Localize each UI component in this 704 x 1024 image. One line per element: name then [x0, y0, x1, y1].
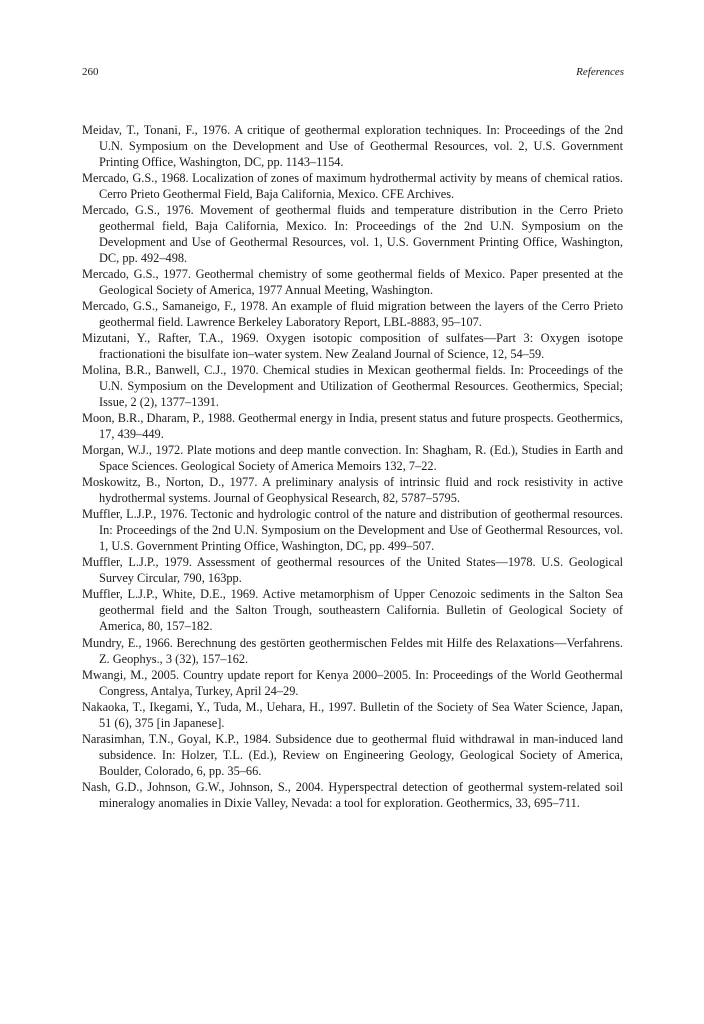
reference-entry: Molina, B.R., Banwell, C.J., 1970. Chemical studies in Mexican geothermal fields. In: Proceedings of the U.N. Symposium on the Development and Utilization of Geothermal Resources. Geothermics, Special; Issue, 2 (2), 1377–1391.	[82, 363, 623, 410]
reference-entry: Mwangi, M., 2005. Country update report for Kenya 2000–2005. In: Proceedings of the World Geothermal Congress, Antalya, Turkey, April 24–29.	[82, 667, 623, 698]
reference-list	[82, 122, 623, 811]
reference-entry: Meidav, T., Tonani, F., 1976. A critique of geothermal exploration techniques. In: Proceedings of the 2nd U.N. Symposium on the Development and Use of Geothermal Resources, vol. 2, U.S. Government Printing Office, Washington, DC, pp. 1143–1154.	[82, 123, 623, 170]
reference-entry: Nash, G.D., Johnson, G.W., Johnson, S., 2004. Hyperspectral detection of geothermal system-related soil mineralogy anomalies in Dixie Valley, Nevada: a tool for exploration. Geothermics, 33, 695–711.	[82, 779, 623, 810]
page-number: 260	[82, 66, 99, 78]
running-title: References	[576, 66, 624, 78]
reference-entry: Mercado, G.S., Samaneigo, F., 1978. An example of fluid migration between the layers of the Cerro Prieto geothermal field. Lawrence Berkeley Laboratory Report, LBL-8883, 95–107.	[82, 299, 623, 330]
reference-entry: Morgan, W.J., 1972. Plate motions and deep mantle convection. In: Shagham, R. (Ed.), Studies in Earth and Space Sciences. Geological Society of America Memoirs 132, 7–22.	[82, 443, 623, 474]
reference-entry: Muffler, L.J.P., 1979. Assessment of geothermal resources of the United States—1978. U.S. Geological Survey Circular, 790, 163pp.	[82, 555, 623, 586]
reference-entry: Moskowitz, B., Norton, D., 1977. A preliminary analysis of intrinsic fluid and rock resistivity in active hydrothermal systems. Journal of Geophysical Research, 82, 5787–5795.	[82, 475, 623, 506]
reference-entry: Nakaoka, T., Ikegami, Y., Tuda, M., Uehara, H., 1997. Bulletin of the Society of Sea Water Science, Japan, 51 (6), 375 [in Japanese].	[82, 699, 623, 730]
reference-entry: Mercado, G.S., 1968. Localization of zones of maximum hydrothermal activity by means of chemical ratios. Cerro Prieto Geothermal Field, Baja California, Mexico. CFE Archives.	[82, 171, 623, 202]
reference-entry: Mizutani, Y., Rafter, T.A., 1969. Oxygen isotopic composition of sulfates—Part 3: Oxygen isotope fractionationi the bisulfate ion–water system. New Zealand Journal of Science, 12, 54–59.	[82, 331, 623, 362]
reference-entry: Mundry, E., 1966. Berechnung des gestörten geothermischen Feldes mit Hilfe des Relaxations—Verfahrens. Z. Geophys., 3 (32), 157–162.	[82, 635, 623, 666]
reference-entry: Muffler, L.J.P., 1976. Tectonic and hydrologic control of the nature and distribution of geothermal resources. In: Proceedings of the 2nd U.N. Symposium on the Development and Use of Geothermal Resources, vol. 1, U.S. Government Printing Office, Washington, DC, pp. 499–507.	[82, 507, 623, 554]
reference-entry: Mercado, G.S., 1977. Geothermal chemistry of some geothermal fields of Mexico. Paper presented at the Geological Society of America, 1977 Annual Meeting, Washington.	[82, 267, 623, 298]
reference-entry: Muffler, L.J.P., White, D.E., 1969. Active metamorphism of Upper Cenozoic sediments in the Salton Sea geothermal field and the Salton Trough, southeastern California. Bulletin of Geological Society of America, 80, 157–182.	[82, 587, 623, 634]
reference-entry: Moon, B.R., Dharam, P., 1988. Geothermal energy in India, present status and future prospects. Geothermics, 17, 439–449.	[82, 411, 623, 442]
reference-entry: Narasimhan, T.N., Goyal, K.P., 1984. Subsidence due to geothermal fluid withdrawal in man-induced land subsidence. In: Holzer, T.L. (Ed.), Review on Engineering Geology, Geological Society of America, Boulder, Colorado, 6, pp. 35–66.	[82, 731, 623, 778]
reference-entry: Mercado, G.S., 1976. Movement of geothermal fluids and temperature distribution in the Cerro Prieto geothermal field, Baja California, Mexico. In: Proceedings of the 2nd U.N. Symposium on the Development and Use of Geothermal Resources, vol. 1, U.S. Government Printing Office, Washington, DC, pp. 492–498.	[82, 203, 623, 266]
